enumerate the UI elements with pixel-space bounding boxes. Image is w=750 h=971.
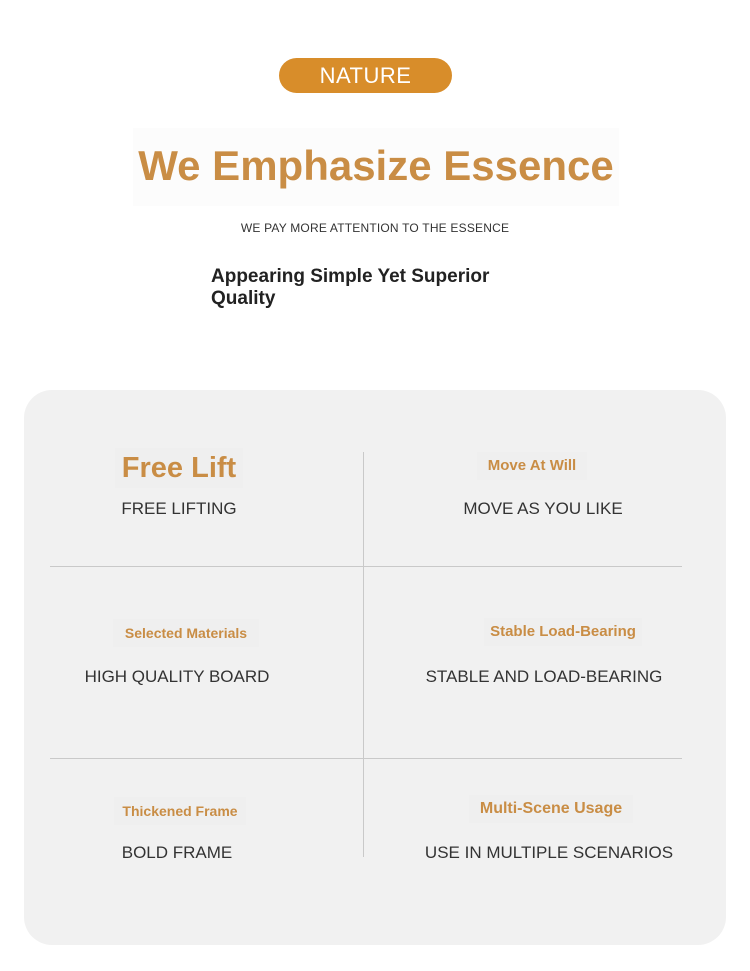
page-title: We Emphasize Essence bbox=[138, 142, 614, 189]
feature-subtitle: STABLE AND LOAD-BEARING bbox=[425, 667, 663, 686]
divider-vertical-2 bbox=[363, 567, 364, 758]
feature-subtitle: FREE LIFTING bbox=[121, 499, 237, 518]
divider-vertical-3 bbox=[363, 759, 364, 857]
feature-title: Selected Materials bbox=[113, 619, 259, 647]
feature-title: Free Lift bbox=[115, 448, 243, 488]
feature-subtitle: USE IN MULTIPLE SCENARIOS bbox=[424, 843, 674, 862]
feature-subtitle: BOLD FRAME bbox=[121, 843, 233, 862]
divider-horizontal-1 bbox=[50, 566, 682, 567]
feature-title: Multi-Scene Usage bbox=[469, 795, 633, 823]
title-block bbox=[133, 128, 619, 206]
nature-badge: NATURE bbox=[279, 58, 452, 93]
divider-vertical-1 bbox=[363, 452, 364, 566]
feature-subtitle: MOVE AS YOU LIKE bbox=[463, 499, 623, 518]
page-subtitle: WE PAY MORE ATTENTION TO THE ESSENCE bbox=[240, 221, 510, 235]
divider-horizontal-2 bbox=[50, 758, 682, 759]
feature-title: Move At Will bbox=[477, 452, 587, 480]
feature-title: Thickened Frame bbox=[114, 797, 246, 825]
feature-title: Stable Load-Bearing bbox=[484, 618, 642, 646]
feature-subtitle: HIGH QUALITY BOARD bbox=[84, 667, 270, 686]
tagline: Appearing Simple Yet Superior Quality bbox=[211, 266, 490, 309]
